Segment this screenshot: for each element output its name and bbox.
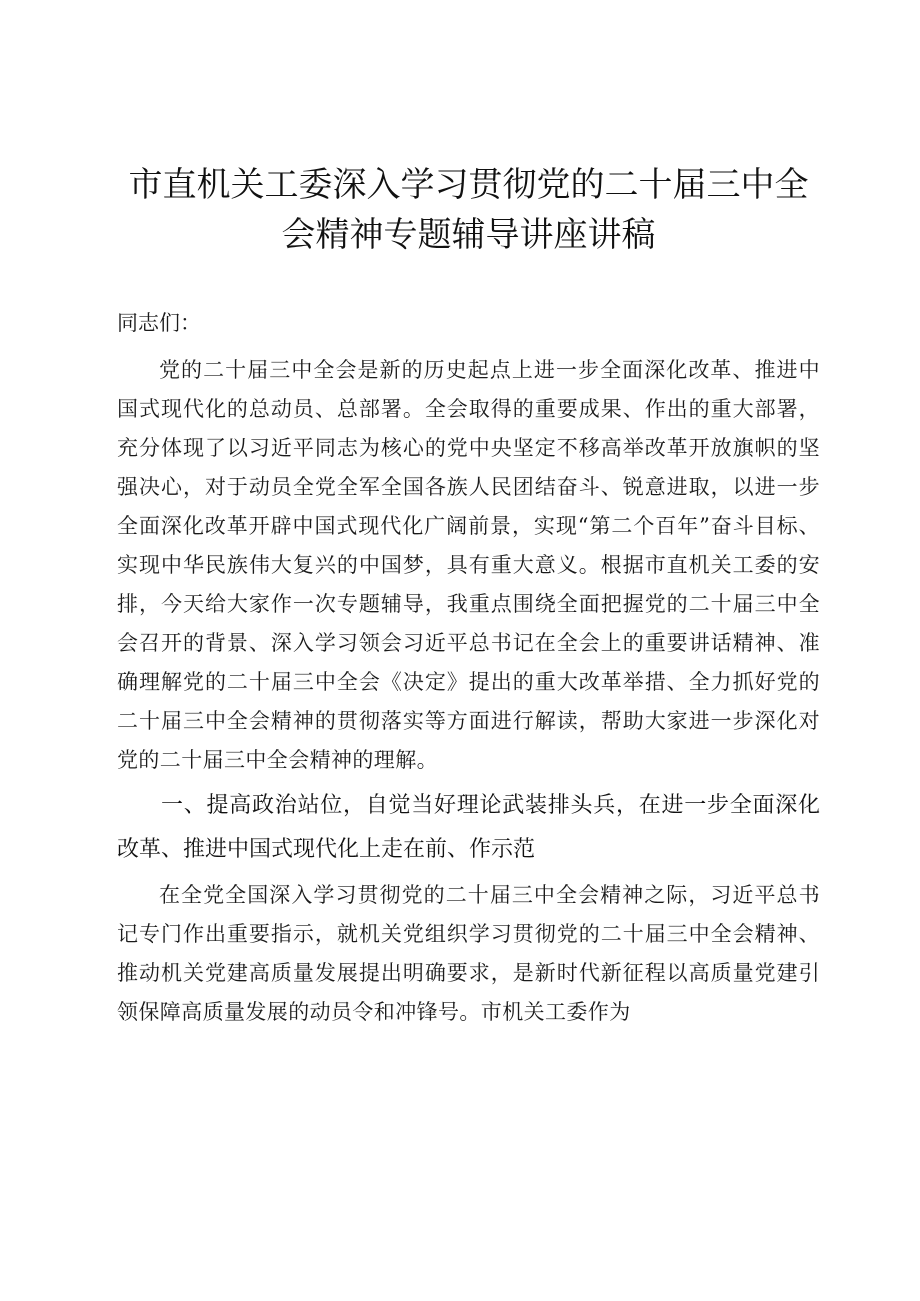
salutation: 同志们： bbox=[117, 311, 201, 335]
body-paragraph-2: 在全党全国深入学习贯彻党的二十届三中全会精神之际，习近平总书记专门作出重要指示，就机关党组织学习贯彻党的二十届三中全会精神、推动机关党建高质量发展提出明确要求，是新时代新征程以高质量党建引领保障高质量发展的动员令和冲锋号。市机关工委作为 bbox=[117, 883, 820, 1024]
document-title bbox=[117, 160, 820, 260]
title-line-2: 会精神专题辅导讲座讲稿 bbox=[281, 215, 656, 255]
section-heading-1: 一、提高政治站位，自觉当好理论武装排头兵，在进一步全面深化改革、推进中国式现代化上走在前、作示范 bbox=[117, 793, 820, 862]
body-paragraph-1: 党的二十届三中全会是新的历史起点上进一步全面深化改革、推进中国式现代化的总动员、总部署。全会取得的重要成果、作出的重大部署，充分体现了以习近平同志为核心的党中央坚定不移高举改革开放旗帜的坚强决心，对于动员全党全军全国各族人民团结奋斗、锐意进取，以进一步全面深化改革开辟中国式现代化广阔前景，实现“第二个百年”奋斗目标、实现中华民族伟大复兴的中国梦，具有重大意义。根据市直机关工委的安排，今天给大家作一次专题辅导，我重点围绕全面把握党的二十届三中全会召开的背景、深入学习领会习近平总书记在全会上的重要讲话精神、准确理解党的二十届三中全会《决定》提出的重大改革举措、全力抓好党的二十届三中全会精神的贯彻落实等方面进行解读，帮助大家进一步深化对党的二十届三中全会精神的理解。 bbox=[117, 358, 820, 772]
title-line-1: 市直机关工委深入学习贯彻党的二十届三中全 bbox=[128, 165, 809, 205]
